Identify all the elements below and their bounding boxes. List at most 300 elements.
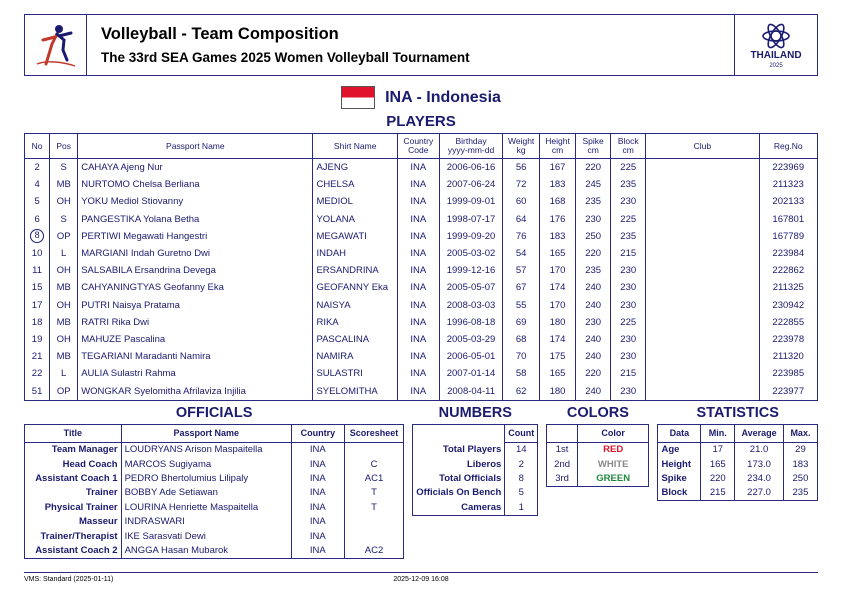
cell-stat-min: 17 bbox=[701, 442, 735, 457]
officials-row bbox=[25, 515, 404, 529]
cell-reg-no: 222862 bbox=[759, 262, 817, 279]
stats-col-min: Min. bbox=[701, 424, 735, 442]
cell-reg-no: 223969 bbox=[759, 159, 817, 177]
cell-club bbox=[646, 176, 759, 193]
cell-block: 230 bbox=[611, 262, 646, 279]
cell-official-name: LOURINA Henriette Maspaitella bbox=[121, 500, 291, 514]
cell-official-country: INA bbox=[291, 529, 344, 543]
cell-reg-no: 222855 bbox=[759, 314, 817, 331]
cell-country-code: INA bbox=[397, 193, 439, 210]
cell-birthday: 1999-09-01 bbox=[439, 193, 503, 210]
cell-height: 176 bbox=[539, 211, 575, 228]
cell-passport-name: NURTOMO Chelsa Berliana bbox=[78, 176, 313, 193]
cell-spike: 240 bbox=[576, 382, 611, 400]
cell-block: 225 bbox=[611, 159, 646, 177]
cell-club bbox=[646, 348, 759, 365]
indonesia-flag-icon bbox=[341, 86, 375, 109]
cell-pos: OH bbox=[50, 262, 78, 279]
cell-no: 5 bbox=[25, 193, 50, 210]
cell-passport-name: RATRI Rika Dwi bbox=[78, 314, 313, 331]
cell-height: 170 bbox=[539, 262, 575, 279]
cell-club bbox=[646, 159, 759, 177]
cell-birthday: 2007-01-14 bbox=[439, 365, 503, 382]
stats-col-data: Data bbox=[658, 424, 701, 442]
numbers-col-count: Count bbox=[505, 424, 538, 442]
statistics-section bbox=[657, 403, 818, 502]
cell-spike: 230 bbox=[576, 211, 611, 228]
header-titles bbox=[87, 15, 735, 75]
table-row bbox=[25, 348, 818, 365]
players-table bbox=[24, 133, 818, 401]
cell-official-name: BOBBY Ade Setiawan bbox=[121, 486, 291, 500]
cell-passport-name: MAHUZE Pascalina bbox=[78, 331, 313, 348]
sea-games-emblem-icon bbox=[740, 18, 812, 72]
cell-pos: MB bbox=[50, 314, 78, 331]
cell-official-title: Trainer bbox=[25, 486, 122, 500]
cell-passport-name: CAHYANINGTYAS Geofanny Eka bbox=[78, 279, 313, 296]
colors-section bbox=[546, 403, 649, 487]
officials-row bbox=[25, 471, 404, 485]
cell-height: 175 bbox=[539, 348, 575, 365]
cell-country-code: INA bbox=[397, 314, 439, 331]
col-shirt: Shirt Name bbox=[313, 134, 397, 159]
colors-row bbox=[547, 442, 649, 457]
cell-weight: 72 bbox=[503, 176, 540, 193]
cell-stat-max: 250 bbox=[783, 471, 817, 485]
cell-spike: 235 bbox=[576, 193, 611, 210]
cell-club bbox=[646, 279, 759, 296]
cell-reg-no: 211325 bbox=[759, 279, 817, 296]
svg-text:2025: 2025 bbox=[769, 63, 783, 69]
officials-table bbox=[24, 424, 404, 559]
cell-birthday: 1996-08-18 bbox=[439, 314, 503, 331]
cell-birthday: 1998-07-17 bbox=[439, 211, 503, 228]
cell-spike: 245 bbox=[576, 176, 611, 193]
cell-pos: MB bbox=[50, 176, 78, 193]
cell-no: 19 bbox=[25, 331, 50, 348]
officials-col-country: Country bbox=[291, 424, 344, 442]
cell-height: 183 bbox=[539, 176, 575, 193]
statistics-title: STATISTICS bbox=[696, 404, 779, 421]
officials-title: OFFICIALS bbox=[175, 404, 253, 421]
table-row bbox=[25, 297, 818, 314]
cell-passport-name: AULIA Sulastri Rahma bbox=[78, 365, 313, 382]
cell-color-name: RED bbox=[577, 442, 649, 457]
cell-no: 11 bbox=[25, 262, 50, 279]
cell-pos: MB bbox=[50, 279, 78, 296]
numbers-row bbox=[413, 457, 538, 471]
cell-country-code: INA bbox=[397, 211, 439, 228]
numbers-row bbox=[413, 500, 538, 515]
cell-weight: 54 bbox=[503, 245, 540, 262]
cell-club bbox=[646, 228, 759, 245]
cell-country-code: INA bbox=[397, 159, 439, 177]
cell-stat-max: 235 bbox=[783, 486, 817, 501]
table-row bbox=[25, 365, 818, 382]
cell-block: 230 bbox=[611, 297, 646, 314]
cell-official-scoresheet: T bbox=[344, 500, 404, 514]
cell-spike: 240 bbox=[576, 348, 611, 365]
document-footer bbox=[24, 572, 818, 583]
cell-color-rank: 1st bbox=[547, 442, 578, 457]
cell-stat-max: 29 bbox=[783, 442, 817, 457]
table-row bbox=[25, 193, 818, 210]
cell-shirt-name: PASCALINA bbox=[313, 331, 397, 348]
cell-shirt-name: CHELSA bbox=[313, 176, 397, 193]
cell-passport-name: PUTRI Naisya Pratama bbox=[78, 297, 313, 314]
cell-shirt-name: RIKA bbox=[313, 314, 397, 331]
cell-height: 170 bbox=[539, 297, 575, 314]
col-no: No bbox=[25, 134, 50, 159]
cell-official-title: Masseur bbox=[25, 515, 122, 529]
cell-color-name: WHITE bbox=[577, 457, 649, 471]
cell-official-scoresheet: T bbox=[344, 486, 404, 500]
col-passport: Passport Name bbox=[78, 134, 313, 159]
cell-number-count: 1 bbox=[505, 500, 538, 515]
col-club: Club bbox=[646, 134, 759, 159]
cell-height: 165 bbox=[539, 365, 575, 382]
cell-birthday: 2006-05-01 bbox=[439, 348, 503, 365]
cell-block: 235 bbox=[611, 228, 646, 245]
cell-official-name: MARCOS Sugiyama bbox=[121, 457, 291, 471]
cell-weight: 76 bbox=[503, 228, 540, 245]
cell-official-title: Assistant Coach 1 bbox=[25, 471, 122, 485]
numbers-header-row bbox=[413, 424, 538, 442]
cell-block: 230 bbox=[611, 193, 646, 210]
cell-block: 225 bbox=[611, 211, 646, 228]
cell-country-code: INA bbox=[397, 348, 439, 365]
cell-height: 180 bbox=[539, 382, 575, 400]
colors-col-color: Color bbox=[577, 424, 649, 442]
cell-passport-name: YOKU Mediol Stiovanny bbox=[78, 193, 313, 210]
cell-passport-name: PANGESTIKA Yolana Betha bbox=[78, 211, 313, 228]
cell-color-rank: 3rd bbox=[547, 471, 578, 486]
cell-shirt-name: MEDIOL bbox=[313, 193, 397, 210]
cell-spike: 220 bbox=[576, 245, 611, 262]
cell-weight: 58 bbox=[503, 365, 540, 382]
cell-country-code: INA bbox=[397, 365, 439, 382]
cell-no bbox=[25, 228, 50, 245]
table-row bbox=[25, 245, 818, 262]
cell-height: 180 bbox=[539, 314, 575, 331]
cell-pos: OH bbox=[50, 297, 78, 314]
statistics-table bbox=[657, 424, 818, 502]
cell-block: 225 bbox=[611, 314, 646, 331]
cell-no: 15 bbox=[25, 279, 50, 296]
cell-spike: 235 bbox=[576, 262, 611, 279]
players-table-header-row bbox=[25, 134, 818, 159]
running-figure-icon bbox=[33, 20, 79, 70]
cell-height: 165 bbox=[539, 245, 575, 262]
colors-col-rank bbox=[547, 424, 578, 442]
cell-height: 168 bbox=[539, 193, 575, 210]
cell-number-count: 14 bbox=[505, 442, 538, 457]
officials-col-scoresheet: Scoresheet bbox=[344, 424, 404, 442]
cell-club bbox=[646, 262, 759, 279]
cell-official-name: INDRASWARI bbox=[121, 515, 291, 529]
cell-color-rank: 2nd bbox=[547, 457, 578, 471]
cell-reg-no: 167789 bbox=[759, 228, 817, 245]
cell-stat-avg: 173.0 bbox=[735, 457, 784, 471]
cell-stat-min: 220 bbox=[701, 471, 735, 485]
cell-official-scoresheet: AC1 bbox=[344, 471, 404, 485]
cell-shirt-name: ERSANDRINA bbox=[313, 262, 397, 279]
officials-row bbox=[25, 442, 404, 457]
cell-weight: 67 bbox=[503, 279, 540, 296]
page-title: Volleyball - Team Composition bbox=[101, 25, 339, 43]
cell-official-scoresheet bbox=[344, 442, 404, 457]
cell-stat-name: Spike bbox=[658, 471, 701, 485]
cell-official-title: Team Manager bbox=[25, 442, 122, 457]
footer-timestamp: 2025-12-09 16:08 bbox=[393, 576, 449, 583]
cell-country-code: INA bbox=[397, 279, 439, 296]
cell-birthday: 2006-06-16 bbox=[439, 159, 503, 177]
cell-stat-min: 165 bbox=[701, 457, 735, 471]
cell-block: 215 bbox=[611, 365, 646, 382]
table-row bbox=[25, 211, 818, 228]
cell-no: 6 bbox=[25, 211, 50, 228]
thailand-2025-logo bbox=[735, 15, 817, 75]
cell-reg-no: 223977 bbox=[759, 382, 817, 400]
officials-row bbox=[25, 457, 404, 471]
cell-country-code: INA bbox=[397, 262, 439, 279]
cell-club bbox=[646, 245, 759, 262]
cell-weight: 68 bbox=[503, 331, 540, 348]
cell-official-scoresheet: C bbox=[344, 457, 404, 471]
cell-pos: S bbox=[50, 211, 78, 228]
cell-pos: OP bbox=[50, 228, 78, 245]
cell-passport-name: SALSABILA Ersandrina Devega bbox=[78, 262, 313, 279]
cell-reg-no: 211323 bbox=[759, 176, 817, 193]
colors-header-row bbox=[547, 424, 649, 442]
cell-pos: OH bbox=[50, 331, 78, 348]
cell-club bbox=[646, 211, 759, 228]
cell-no: 21 bbox=[25, 348, 50, 365]
cell-spike: 230 bbox=[576, 314, 611, 331]
cell-number-label: Total Players bbox=[413, 442, 505, 457]
cell-stat-min: 215 bbox=[701, 486, 735, 501]
cell-weight: 69 bbox=[503, 314, 540, 331]
col-pos: Pos bbox=[50, 134, 78, 159]
cell-club bbox=[646, 382, 759, 400]
sea-games-athlete-logo bbox=[25, 15, 87, 75]
cell-birthday: 2005-03-29 bbox=[439, 331, 503, 348]
cell-reg-no: 211320 bbox=[759, 348, 817, 365]
cell-weight: 55 bbox=[503, 297, 540, 314]
cell-country-code: INA bbox=[397, 176, 439, 193]
cell-passport-name: WONGKAR Syelomitha Afrilaviza Injilia bbox=[78, 382, 313, 400]
cell-number-count: 8 bbox=[505, 471, 538, 485]
numbers-row bbox=[413, 442, 538, 457]
cell-no: 10 bbox=[25, 245, 50, 262]
cell-reg-no: 230942 bbox=[759, 297, 817, 314]
cell-stat-name: Height bbox=[658, 457, 701, 471]
cell-club bbox=[646, 297, 759, 314]
cell-birthday: 2007-06-24 bbox=[439, 176, 503, 193]
cell-passport-name: PERTIWI Megawati Hangestri bbox=[78, 228, 313, 245]
col-block: Block cm bbox=[611, 134, 646, 159]
cell-country-code: INA bbox=[397, 245, 439, 262]
cell-official-country: INA bbox=[291, 442, 344, 457]
cell-spike: 240 bbox=[576, 331, 611, 348]
col-regno: Reg.No bbox=[759, 134, 817, 159]
cell-official-country: INA bbox=[291, 457, 344, 471]
statistics-row bbox=[658, 486, 818, 501]
cell-pos: S bbox=[50, 159, 78, 177]
table-row bbox=[25, 279, 818, 296]
colors-row bbox=[547, 457, 649, 471]
cell-number-label: Total Officials bbox=[413, 471, 505, 485]
cell-reg-no: 223985 bbox=[759, 365, 817, 382]
cell-birthday: 1999-12-16 bbox=[439, 262, 503, 279]
cell-weight: 62 bbox=[503, 382, 540, 400]
cell-height: 183 bbox=[539, 228, 575, 245]
colors-table bbox=[546, 424, 649, 487]
table-row bbox=[25, 262, 818, 279]
cell-stat-name: Block bbox=[658, 486, 701, 501]
colors-title: COLORS bbox=[566, 404, 629, 421]
numbers-row bbox=[413, 471, 538, 485]
officials-row bbox=[25, 500, 404, 514]
cell-shirt-name: INDAH bbox=[313, 245, 397, 262]
cell-birthday: 1999-09-20 bbox=[439, 228, 503, 245]
cell-club bbox=[646, 365, 759, 382]
cell-stat-name: Age bbox=[658, 442, 701, 457]
cell-weight: 70 bbox=[503, 348, 540, 365]
table-row bbox=[25, 314, 818, 331]
table-row bbox=[25, 159, 818, 177]
officials-col-name: Passport Name bbox=[121, 424, 291, 442]
cell-no: 4 bbox=[25, 176, 50, 193]
footer-version: VMS: Standard (2025-01-11) bbox=[24, 576, 114, 583]
numbers-section bbox=[412, 403, 538, 516]
cell-official-scoresheet bbox=[344, 515, 404, 529]
cell-weight: 64 bbox=[503, 211, 540, 228]
cell-stat-max: 183 bbox=[783, 457, 817, 471]
cell-reg-no: 223984 bbox=[759, 245, 817, 262]
cell-official-scoresheet bbox=[344, 529, 404, 543]
cell-club bbox=[646, 331, 759, 348]
cell-passport-name: TEGARIANI Maradanti Namira bbox=[78, 348, 313, 365]
officials-row bbox=[25, 529, 404, 543]
cell-number-count: 2 bbox=[505, 457, 538, 471]
cell-official-country: INA bbox=[291, 543, 344, 558]
table-row bbox=[25, 331, 818, 348]
cell-official-title: Physical Trainer bbox=[25, 500, 122, 514]
cell-birthday: 2005-05-07 bbox=[439, 279, 503, 296]
cell-height: 167 bbox=[539, 159, 575, 177]
cell-official-country: INA bbox=[291, 486, 344, 500]
cell-block: 235 bbox=[611, 176, 646, 193]
cell-shirt-name: SULASTRI bbox=[313, 365, 397, 382]
cell-block: 230 bbox=[611, 331, 646, 348]
team-identity bbox=[24, 86, 818, 109]
statistics-row bbox=[658, 471, 818, 485]
cell-stat-avg: 234.0 bbox=[735, 471, 784, 485]
numbers-row bbox=[413, 486, 538, 500]
cell-official-name: LOUDRYANS Arison Maspaitella bbox=[121, 442, 291, 457]
cell-shirt-name: YOLANA bbox=[313, 211, 397, 228]
cell-official-name: PEDRO Bhertolumius Lilipaly bbox=[121, 471, 291, 485]
cell-pos: MB bbox=[50, 348, 78, 365]
cell-pos: OP bbox=[50, 382, 78, 400]
cell-reg-no: 223978 bbox=[759, 331, 817, 348]
cell-no: 22 bbox=[25, 365, 50, 382]
cell-shirt-name: NAMIRA bbox=[313, 348, 397, 365]
cell-birthday: 2005-03-02 bbox=[439, 245, 503, 262]
stats-col-avg: Average bbox=[735, 424, 784, 442]
cell-block: 230 bbox=[611, 382, 646, 400]
col-spike: Spike cm bbox=[576, 134, 611, 159]
numbers-col-spacer bbox=[413, 424, 505, 442]
cell-spike: 220 bbox=[576, 159, 611, 177]
officials-row bbox=[25, 486, 404, 500]
numbers-title: NUMBERS bbox=[438, 404, 512, 421]
cell-block: 230 bbox=[611, 348, 646, 365]
table-row bbox=[25, 176, 818, 193]
page-subtitle: The 33rd SEA Games 2025 Women Volleyball Tournament bbox=[101, 50, 470, 65]
cell-passport-name: CAHAYA Ajeng Nur bbox=[78, 159, 313, 177]
table-row bbox=[25, 228, 818, 245]
cell-official-name: IKE Sarasvati Dewi bbox=[121, 529, 291, 543]
cell-spike: 250 bbox=[576, 228, 611, 245]
numbers-table bbox=[412, 424, 538, 516]
cell-no: 18 bbox=[25, 314, 50, 331]
table-row bbox=[25, 382, 818, 400]
cell-shirt-name: NAISYA bbox=[313, 297, 397, 314]
cell-weight: 56 bbox=[503, 159, 540, 177]
cell-no: 17 bbox=[25, 297, 50, 314]
col-weight: Weight kg bbox=[503, 134, 540, 159]
cell-official-title: Trainer/Therapist bbox=[25, 529, 122, 543]
cell-birthday: 2008-03-03 bbox=[439, 297, 503, 314]
cell-shirt-name: MEGAWATI bbox=[313, 228, 397, 245]
team-name: INA - Indonesia bbox=[385, 88, 501, 106]
cell-spike: 240 bbox=[576, 279, 611, 296]
statistics-row bbox=[658, 442, 818, 457]
cell-country-code: INA bbox=[397, 382, 439, 400]
cell-shirt-name: SYELOMITHA bbox=[313, 382, 397, 400]
cell-reg-no: 167801 bbox=[759, 211, 817, 228]
cell-weight: 60 bbox=[503, 193, 540, 210]
cell-spike: 240 bbox=[576, 297, 611, 314]
officials-header-row bbox=[25, 424, 404, 442]
cell-birthday: 2008-04-11 bbox=[439, 382, 503, 400]
cell-official-name: ANGGA Hasan Mubarok bbox=[121, 543, 291, 558]
col-height: Height cm bbox=[539, 134, 575, 159]
officials-section bbox=[24, 403, 404, 559]
bottom-sections bbox=[24, 403, 818, 559]
cell-block: 230 bbox=[611, 279, 646, 296]
col-birthday: Birthday yyyy-mm-dd bbox=[439, 134, 503, 159]
cell-height: 174 bbox=[539, 279, 575, 296]
officials-row bbox=[25, 543, 404, 558]
statistics-row bbox=[658, 457, 818, 471]
cell-official-scoresheet: AC2 bbox=[344, 543, 404, 558]
cell-stat-avg: 227.0 bbox=[735, 486, 784, 501]
cell-shirt-name: AJENG bbox=[313, 159, 397, 177]
cell-club bbox=[646, 314, 759, 331]
cell-number-count: 5 bbox=[505, 486, 538, 500]
cell-number-label: Officials On Bench bbox=[413, 486, 505, 500]
cell-country-code: INA bbox=[397, 228, 439, 245]
statistics-header-row bbox=[658, 424, 818, 442]
cell-pos: L bbox=[50, 245, 78, 262]
cell-number-label: Cameras bbox=[413, 500, 505, 515]
cell-official-country: INA bbox=[291, 515, 344, 529]
cell-official-title: Head Coach bbox=[25, 457, 122, 471]
colors-row bbox=[547, 471, 649, 486]
